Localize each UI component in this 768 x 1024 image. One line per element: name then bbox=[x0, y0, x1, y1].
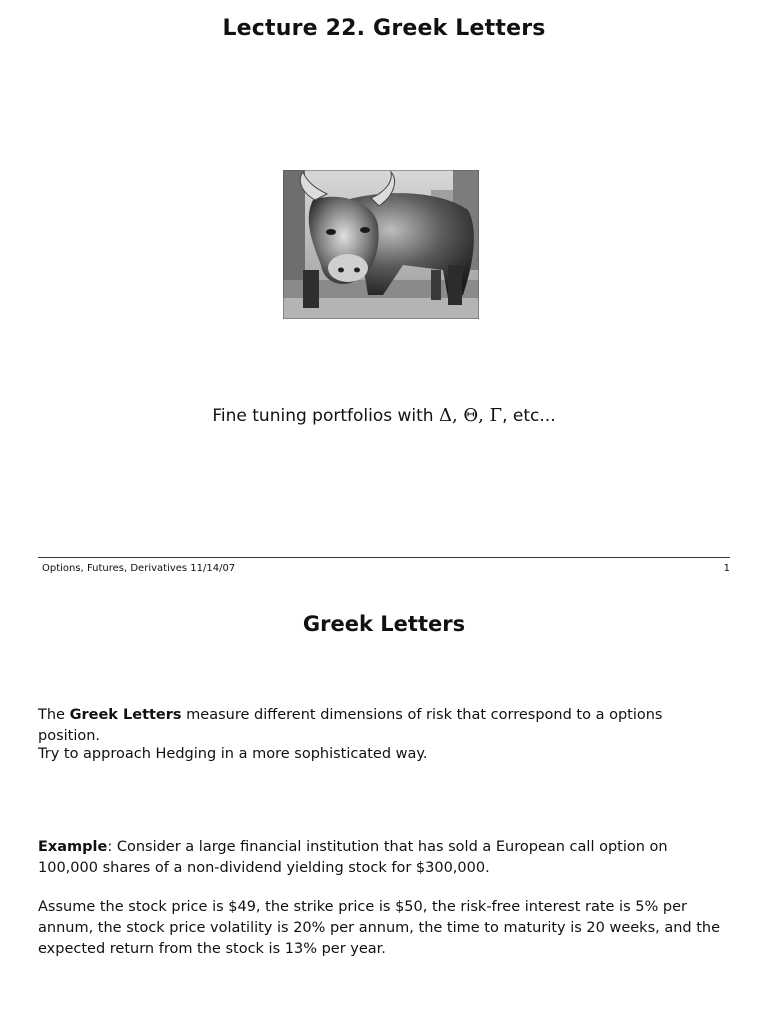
subtitle-suffix: , etc... bbox=[502, 406, 556, 426]
section-title: Greek Letters bbox=[302, 612, 466, 636]
page-number: 1 bbox=[723, 563, 730, 574]
footer-course: Options, Futures, Derivatives 11/14/07 bbox=[42, 563, 236, 574]
intro-suffix: measure different dimensions of risk that correspond to a options position. bbox=[38, 707, 663, 744]
greek-letters-term: Greek Letters bbox=[69, 707, 182, 723]
example-label: Example bbox=[38, 839, 108, 855]
assumptions-paragraph: Assume the stock price is $49, the strike price is $50, the risk-free interest rate is 5% per annum, the stock price volatility is 20% per annum, the time to maturity is 20 weeks, and the expected return from the stock is 13% per year. bbox=[38, 899, 721, 957]
subtitle bbox=[0, 405, 768, 426]
example-text: : Consider a large financial institution that has sold a European call option on 100,000 shares of a non-dividend yielding stock for $300,000. bbox=[38, 839, 668, 876]
greek-symbols: Δ, Θ, Γ bbox=[438, 405, 503, 426]
subtitle-prefix: Fine tuning portfolios with bbox=[212, 406, 439, 426]
intro-prefix: The bbox=[38, 707, 70, 723]
example-paragraph bbox=[38, 837, 728, 879]
footer-divider bbox=[38, 557, 730, 558]
bull-photo bbox=[283, 170, 479, 319]
page-title: Lecture 22. Greek Letters bbox=[222, 16, 546, 41]
intro-paragraph bbox=[38, 705, 728, 747]
hedging-paragraph: Try to approach Hedging in a more sophisticated way. bbox=[38, 746, 428, 762]
